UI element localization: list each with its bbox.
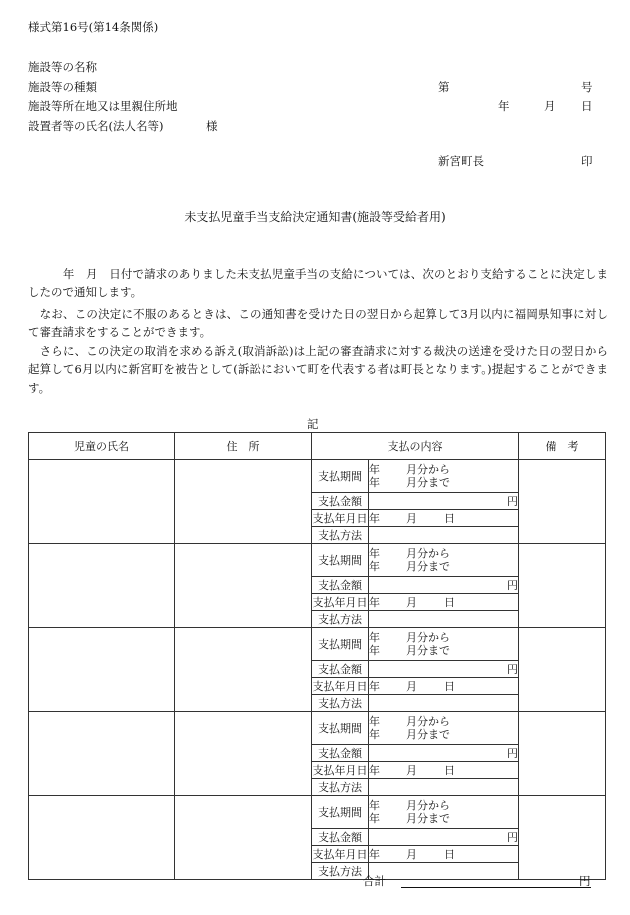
unit-year: 年	[369, 763, 380, 777]
unit-year: 年	[369, 476, 380, 489]
remarks-cell[interactable]	[519, 544, 606, 628]
period-label: 支払期間	[312, 460, 369, 493]
body-paragraph-3: さらに、この決定の取消を求める訴え(取消訴訟)は上記の審査請求に対する裁決の送達を受けた日の翌日から起算して6月以内に新宮町を被告として(訴訟において町を代表する者は町長となります。)提起することができます。	[28, 344, 608, 395]
unit-yen: 円	[507, 830, 518, 844]
facility-name-label: 施設等の名称	[28, 60, 97, 74]
table-header-row	[29, 433, 606, 460]
body-paragraph-1: 年 月 日付で請求のありました未支払児童手当の支給については、次のとおり支給することに決定しましたので通知します。	[28, 267, 608, 300]
unit-year: 年	[369, 679, 380, 693]
unit-day: 日	[444, 511, 455, 525]
unit-year: 年	[369, 463, 380, 476]
doc-number-suffix: 号	[581, 80, 593, 94]
unit-day: 日	[444, 763, 455, 777]
unit-year: 年	[369, 812, 380, 825]
table-row	[29, 460, 606, 493]
child-name-cell[interactable]	[29, 460, 175, 544]
unit-year: 年	[369, 644, 380, 657]
method-label: 支払方法	[312, 695, 369, 712]
unit-month-from: 月分から	[406, 547, 450, 560]
child-name-cell[interactable]	[29, 796, 175, 880]
unit-yen: 円	[507, 494, 518, 508]
pay-date-label: 支払年月日	[312, 595, 368, 609]
unit-month: 月	[406, 847, 417, 861]
unit-day: 日	[444, 847, 455, 861]
unit-month-to: 月分まで	[406, 812, 450, 825]
remarks-cell[interactable]	[519, 628, 606, 712]
unit-month-to: 月分まで	[406, 476, 450, 489]
unit-month-to: 月分まで	[406, 644, 450, 657]
unit-yen: 円	[507, 662, 518, 676]
method-value[interactable]	[369, 779, 519, 796]
honorific: 様	[206, 119, 218, 133]
unit-month: 月	[406, 511, 417, 525]
amount-value[interactable]	[369, 829, 519, 846]
child-name-cell[interactable]	[29, 544, 175, 628]
remarks-cell[interactable]	[519, 712, 606, 796]
pay-date-label: 支払年月日	[312, 511, 368, 525]
unit-year: 年	[369, 595, 380, 609]
unit-month-from: 月分から	[406, 631, 450, 644]
table-row	[29, 628, 606, 661]
body-paragraph-2: なお、この決定に不服のあるときは、この通知書を受けた日の翌日から起算して3月以内に福岡県知事に対して審査請求をすることができます。	[28, 307, 608, 340]
remarks-cell[interactable]	[519, 796, 606, 880]
amount-value[interactable]	[369, 745, 519, 762]
issuer: 新宮町長	[438, 154, 484, 168]
pay-date-label: 支払年月日	[312, 847, 368, 861]
address-cell[interactable]	[175, 460, 312, 544]
table-row	[29, 544, 606, 577]
date-day: 日	[581, 99, 593, 113]
unit-yen: 円	[507, 746, 518, 760]
unit-yen: 円	[507, 578, 518, 592]
unit-year: 年	[369, 847, 380, 861]
unit-month: 月	[406, 679, 417, 693]
address-cell[interactable]	[175, 712, 312, 796]
method-value[interactable]	[369, 611, 519, 628]
unit-month-from: 月分から	[406, 715, 450, 728]
unit-year: 年	[369, 511, 380, 525]
ki-label: 記	[307, 417, 319, 431]
document-title: 未支払児童手当支給決定通知書(施設等受給者用)	[184, 210, 446, 224]
unit-month-to: 月分まで	[406, 728, 450, 741]
amount-value[interactable]	[369, 577, 519, 594]
address-cell[interactable]	[175, 796, 312, 880]
method-value[interactable]	[369, 527, 519, 544]
method-label: 支払方法	[312, 863, 369, 880]
pay-date-label: 支払年月日	[312, 763, 368, 777]
method-value[interactable]	[369, 695, 519, 712]
doc-number-prefix: 第	[438, 80, 450, 94]
remarks-cell[interactable]	[519, 460, 606, 544]
unit-year: 年	[369, 631, 380, 644]
method-label: 支払方法	[312, 611, 369, 628]
pay-date-value[interactable]	[369, 510, 519, 527]
period-label: 支払期間	[312, 712, 369, 745]
unit-year: 年	[369, 547, 380, 560]
pay-date-value[interactable]	[369, 678, 519, 695]
pay-date-value[interactable]	[369, 594, 519, 611]
unit-day: 日	[444, 679, 455, 693]
header-child-name: 児童の氏名	[29, 433, 175, 460]
period-value[interactable]	[369, 628, 519, 661]
unit-year: 年	[369, 728, 380, 741]
unit-month: 月	[406, 763, 417, 777]
seal: 印	[581, 154, 593, 168]
address-cell[interactable]	[175, 544, 312, 628]
unit-month: 月	[406, 595, 417, 609]
amount-label: 支払金額	[312, 829, 369, 846]
period-label: 支払期間	[312, 796, 369, 829]
method-value[interactable]	[369, 863, 519, 880]
amount-label: 支払金額	[312, 577, 369, 594]
period-label: 支払期間	[312, 544, 369, 577]
method-label: 支払方法	[312, 527, 369, 544]
period-value[interactable]	[369, 544, 519, 577]
header-remarks: 備 考	[519, 433, 606, 460]
facility-address-label: 施設等所在地又は里親住所地	[28, 99, 178, 113]
facility-type-label: 施設等の種類	[28, 80, 97, 94]
child-name-cell[interactable]	[29, 628, 175, 712]
amount-value[interactable]	[369, 493, 519, 510]
address-cell[interactable]	[175, 628, 312, 712]
pay-date-value[interactable]	[369, 846, 519, 863]
amount-label: 支払金額	[312, 493, 369, 510]
total-label: 合計	[363, 874, 386, 888]
period-value[interactable]	[369, 796, 519, 829]
period-label: 支払期間	[312, 628, 369, 661]
amount-value[interactable]	[369, 661, 519, 678]
pay-date-value[interactable]	[369, 762, 519, 779]
total-underline	[401, 887, 591, 888]
header-payment-details: 支払の内容	[312, 433, 519, 460]
payment-table	[28, 432, 606, 880]
amount-label: 支払金額	[312, 745, 369, 762]
unit-month-from: 月分から	[406, 799, 450, 812]
unit-year: 年	[369, 715, 380, 728]
establisher-label: 設置者等の氏名(法人名等)	[28, 119, 164, 133]
amount-label: 支払金額	[312, 661, 369, 678]
form-number: 様式第16号(第14条関係)	[28, 20, 159, 34]
method-label: 支払方法	[312, 779, 369, 796]
unit-day: 日	[444, 595, 455, 609]
unit-year: 年	[369, 799, 380, 812]
unit-month-to: 月分まで	[406, 560, 450, 573]
date-year: 年	[498, 99, 510, 113]
date-month: 月	[544, 99, 556, 113]
unit-year: 年	[369, 560, 380, 573]
pay-date-label: 支払年月日	[312, 679, 368, 693]
header-address: 住 所	[175, 433, 312, 460]
period-value[interactable]	[369, 712, 519, 745]
period-value[interactable]	[369, 460, 519, 493]
unit-month-from: 月分から	[406, 463, 450, 476]
table-row	[29, 712, 606, 745]
total-unit: 円	[579, 874, 591, 888]
child-name-cell[interactable]	[29, 712, 175, 796]
table-row	[29, 796, 606, 829]
